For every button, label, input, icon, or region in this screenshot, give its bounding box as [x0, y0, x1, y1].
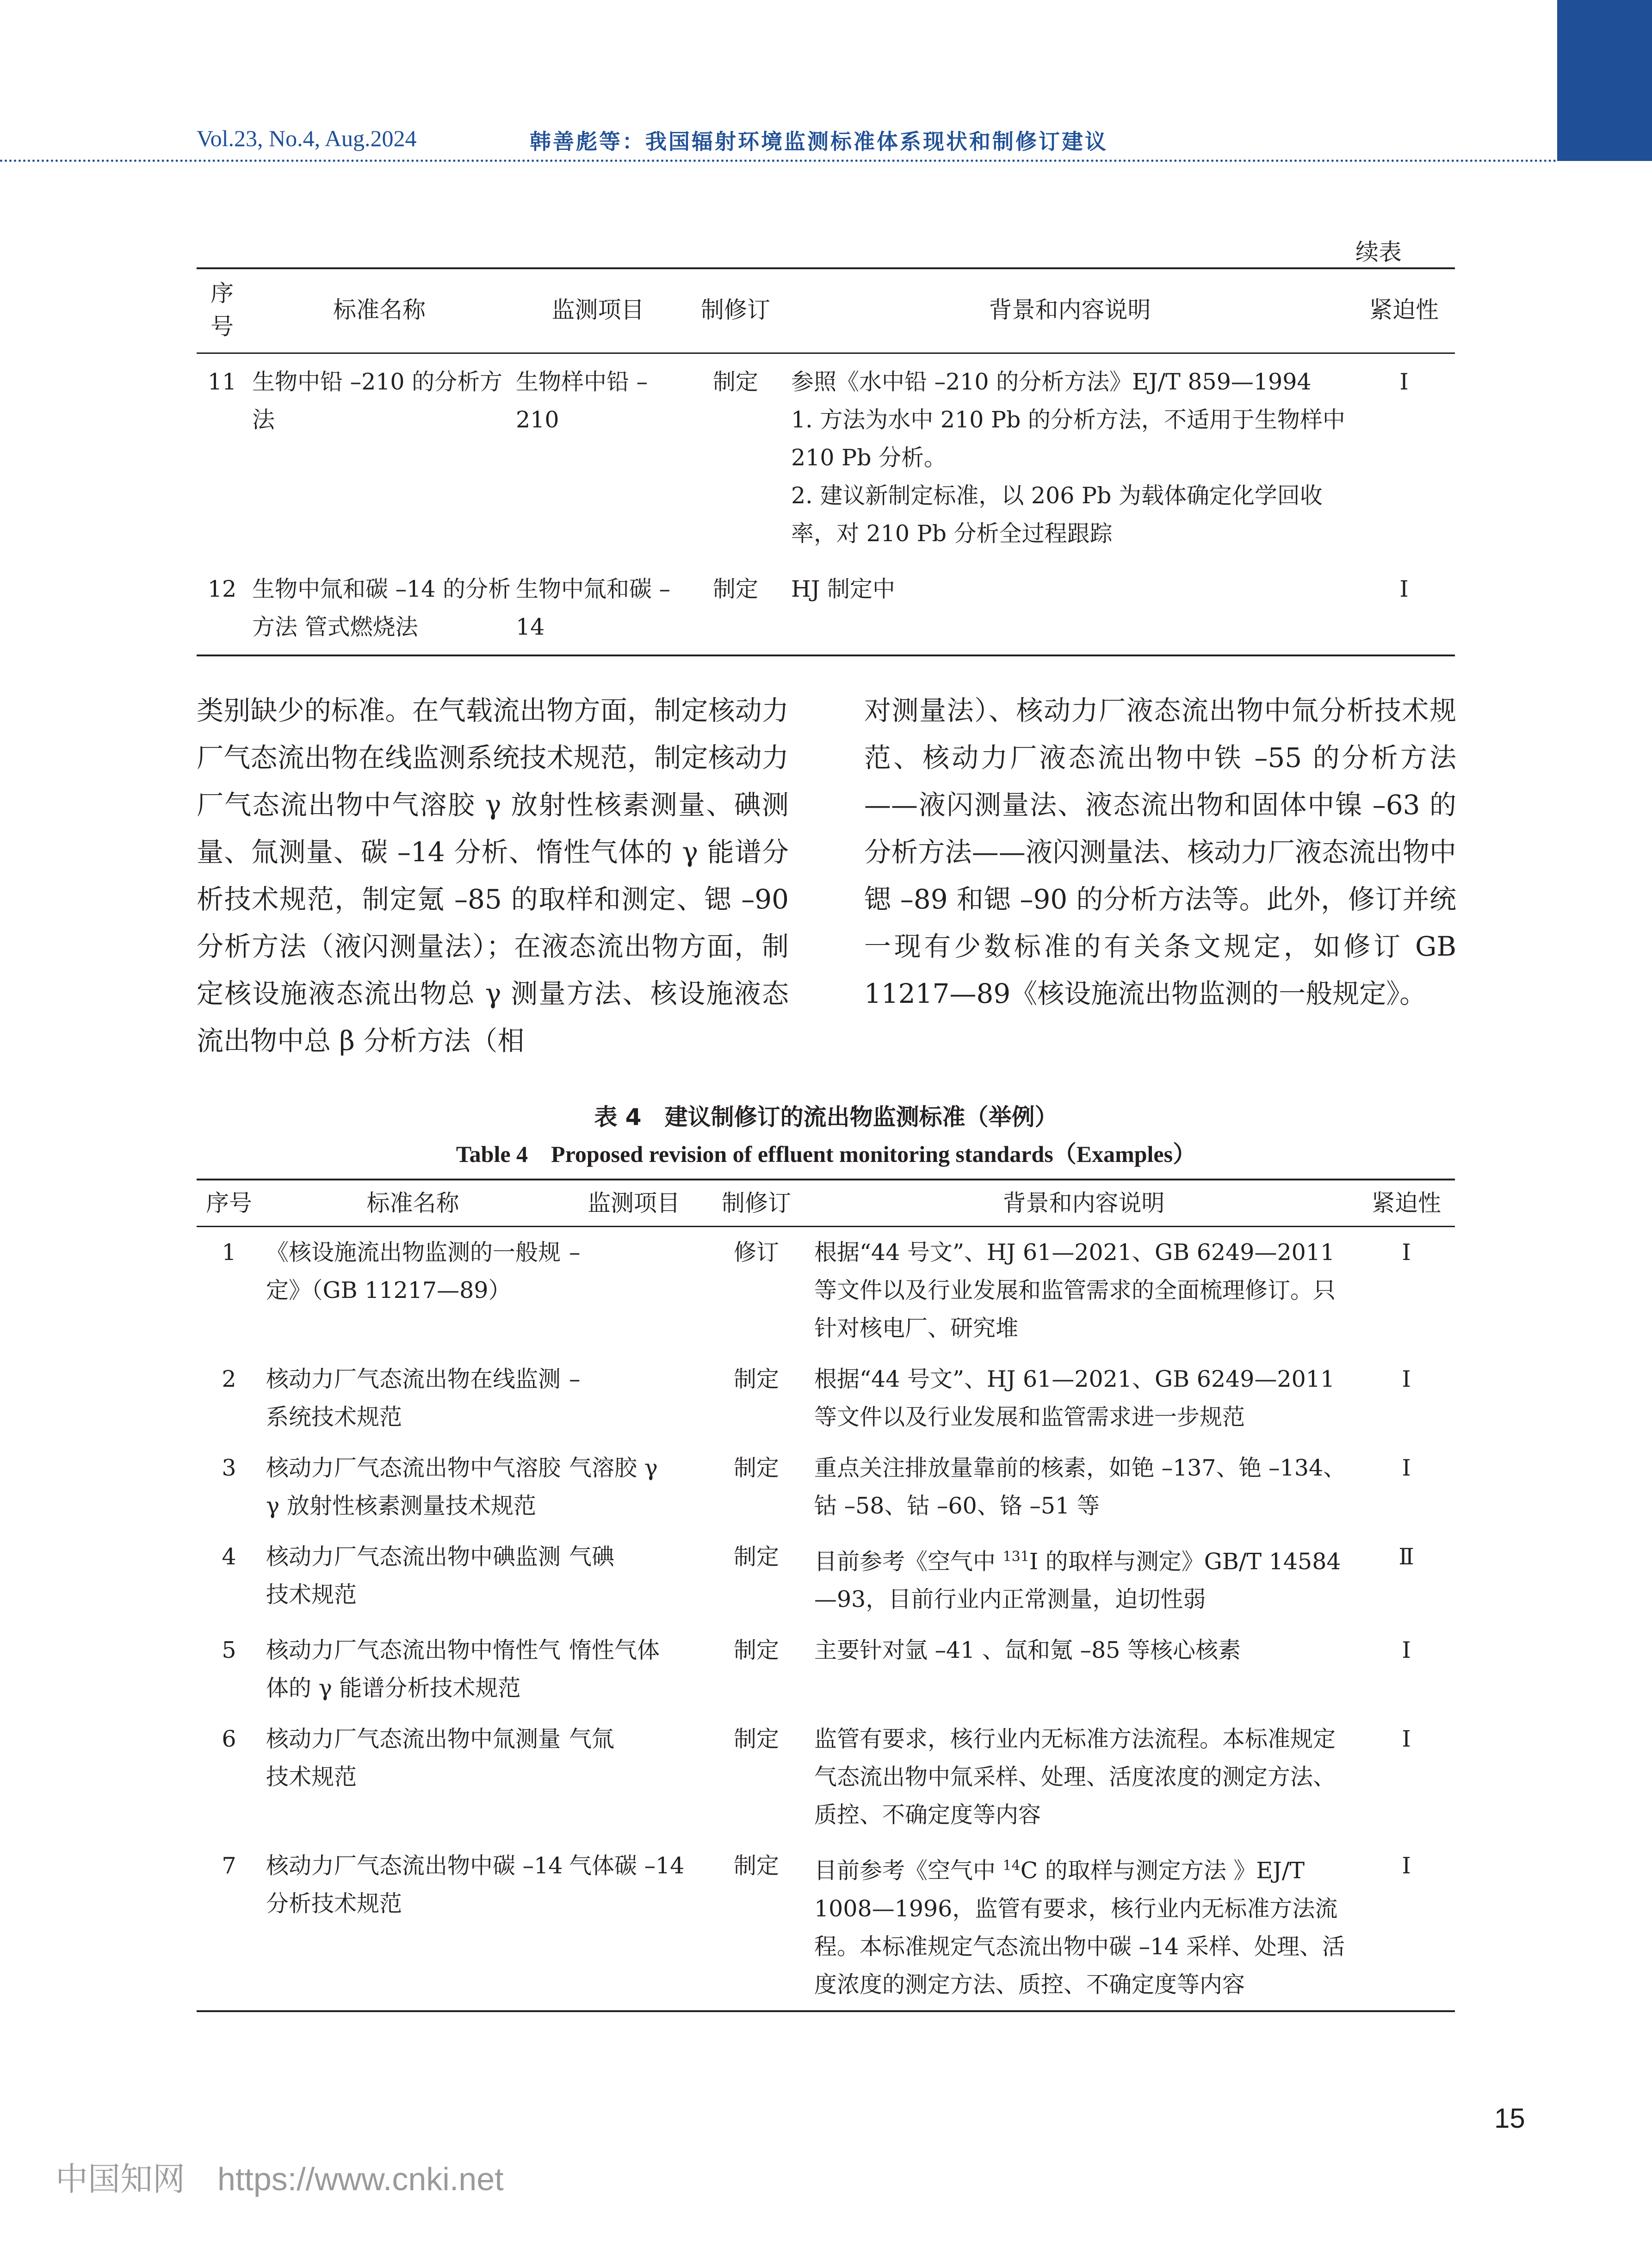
cell-urgency: I [1402, 1853, 1411, 1879]
cell-no: 2 [222, 1366, 236, 1392]
table-row [197, 1532, 1455, 1625]
table-row [197, 1841, 1455, 2011]
col-header-no: 序号 [197, 1180, 261, 1227]
cell-type: 制定 [733, 1366, 779, 1392]
journal-volume: Vol.23, No.4, Aug.2024 [197, 125, 417, 151]
table4-caption-cn: 表 4 建议制修订的流出物监测标准（举例） [594, 1104, 1058, 1130]
table-row [197, 1625, 1455, 1714]
cell-no: 3 [222, 1455, 236, 1481]
cell-no: 12 [207, 576, 237, 602]
page-number: 15 [1494, 2103, 1525, 2134]
cell-no: 4 [222, 1544, 236, 1570]
col-header-item: 监测项目 [564, 1180, 703, 1227]
col-header-type: 制修订 [703, 1180, 810, 1227]
cell-desc: 根据“44 号文”、HJ 61—2021、GB 6249—2011 等文件以及行业发展和监管需求进一步规范 [814, 1366, 1335, 1430]
col-header-urgency: 紧迫性 [1358, 1180, 1455, 1227]
cell-urgency: I [1402, 1239, 1411, 1266]
isotope-mass-number: 131 [1002, 1549, 1029, 1565]
table-row [197, 1227, 1455, 1354]
cell-type: 制定 [733, 1637, 779, 1664]
cell-desc [810, 1532, 1358, 1625]
cell-type: 制定 [733, 1853, 779, 1879]
desc-line: 1. 方法为水中 210 Pb 的分析方法，不适用于生物样中 210 Pb 分析。 [791, 407, 1345, 471]
table-row [197, 1714, 1455, 1841]
cell-desc: 重点关注排放量靠前的核素，如铯 –137、铯 –134、钴 –58、钴 –60、铬 –51 等 [814, 1455, 1346, 1519]
cell-urgency: I [1402, 1455, 1411, 1481]
isotope-mass-number: 14 [1002, 1858, 1021, 1874]
table-header-row [197, 1180, 1455, 1227]
cell-name: 核动力厂气态流出物中碘监测技术规范 [266, 1544, 561, 1608]
watermark-site-name: 中国知网 [56, 2160, 185, 2198]
col-header-urgency: 紧迫性 [1353, 268, 1455, 353]
table-4 [197, 1179, 1455, 2012]
cell-type: 制定 [733, 1455, 779, 1481]
desc-line: 2. 建议新制定标准，以 206 Pb 为载体确定化学回收率，对 210 Pb 分析全过程跟踪 [791, 482, 1323, 547]
table-row [197, 561, 1455, 655]
cell-no: 1 [222, 1239, 236, 1266]
desc-line: HJ 制定中 [791, 576, 895, 602]
cell-type: 制定 [733, 1726, 779, 1753]
col-header-name: 标准名称 [261, 1180, 564, 1227]
col-header-no: 序 号 [197, 268, 247, 353]
cell-urgency: I [1402, 1366, 1411, 1392]
cell-type: 制定 [712, 369, 758, 395]
desc-text: 目前参考《空气中 [814, 1857, 1003, 1884]
cell-name: 核动力厂气态流出物中碳 –14 分析技术规范 [266, 1853, 563, 1917]
cell-item: 气溶胶 γ [569, 1455, 658, 1481]
cell-no: 7 [222, 1853, 236, 1879]
desc-line: 参照《水中铅 –210 的分析方法》EJ/T 859—1994 [791, 369, 1312, 395]
cell-type: 制定 [733, 1544, 779, 1570]
cell-urgency: I [1402, 1637, 1411, 1664]
cell-urgency: I [1399, 576, 1409, 602]
corner-color-block [1557, 0, 1652, 161]
desc-text: I 的取样与测定》GB/T 14584—93，目前行业内正常测量，迫切性弱 [814, 1548, 1341, 1613]
desc-text: 目前参考《空气中 [814, 1548, 1003, 1575]
continued-table [197, 267, 1455, 656]
cell-desc: 根据“44 号文”、HJ 61—2021、GB 6249—2011 等文件以及行业发展和监管需求的全面梳理修订。只针对核电厂、研究堆 [814, 1239, 1336, 1341]
cell-item: 气体碳 –14 [569, 1853, 685, 1879]
cell-name: 核动力厂气态流出物在线监测系统技术规范 [266, 1366, 561, 1430]
cell-no: 6 [222, 1726, 236, 1753]
col-header-name: 标准名称 [247, 268, 511, 353]
running-title: 韩善彪等：我国辐射环境监测标准体系现状和制修订建议 [530, 129, 1108, 154]
cell-name: 生物中氚和碳 –14 的分析方法 管式燃烧法 [252, 576, 511, 640]
cell-item: – [569, 1366, 581, 1392]
col-header-type: 制修订 [685, 268, 786, 353]
cell-type: 修订 [733, 1239, 779, 1266]
cell-desc [786, 353, 1353, 562]
cell-urgency: I [1399, 369, 1409, 395]
cell-name: 生物中铅 –210 的分析方法 [252, 369, 503, 433]
running-head [197, 125, 1455, 153]
body-text-left-column: 类别缺少的标准。在气载流出物方面，制定核动力厂气态流出物在线监测系统技术规范，制定核动力厂气态流出物中气溶胶 γ 放射性核素测量、碘测量、氚测量、碳 –14 分析、惰性气体的 γ 能谱分析技术规范，制定氪 –85 的取样和测定、锶 –90 分析方法（液闪测量法）；在液态流出物方面，制定核设施液态流出物总 γ 测量方法、核设施液态流出物中总 β 分析方法（相 [197, 695, 789, 1056]
cell-item: – [569, 1239, 581, 1266]
cell-item: 气氚 [569, 1726, 615, 1753]
table-continued-label: 续表 [1355, 239, 1402, 266]
cell-item: 惰性气体 [569, 1637, 660, 1664]
cnki-watermark [56, 2153, 504, 2200]
body-text-right-column: 对测量法）、核动力厂液态流出物中氚分析技术规范、核动力厂液态流出物中铁 –55 的分析方法——液闪测量法、液态流出物和固体中镍 –63 的分析方法——液闪测量法、核动力厂液态流出物中锶 –89 和锶 –90 的分析方法等。此外，修订并统一现有少数标准的有关条文规定，如修订 GB 11217—89《核设施流出物监测的一般规定》。 [864, 695, 1456, 1009]
header-dotted-rule [0, 160, 1557, 162]
table-row [197, 1354, 1455, 1443]
watermark-url: https://www.cnki.net [217, 2161, 504, 2197]
cell-urgency: I [1402, 1726, 1411, 1753]
cell-no: 5 [222, 1637, 236, 1664]
cell-name: 核动力厂气态流出物中气溶胶 γ 放射性核素测量技术规范 [266, 1455, 561, 1519]
cell-item: 气碘 [569, 1544, 615, 1570]
col-header-desc: 背景和内容说明 [810, 1180, 1358, 1227]
cell-name: 核动力厂气态流出物中惰性气体的 γ 能谱分析技术规范 [266, 1637, 561, 1702]
col-header-desc: 背景和内容说明 [786, 268, 1353, 353]
cell-no: 11 [207, 369, 237, 395]
cell-desc: 主要针对氩 –41 、氙和氪 –85 等核心核素 [814, 1637, 1241, 1664]
desc-text: C 的取样与测定方法 》EJ/T 1008—1996，监管有要求，核行业内无标准方法流程。本标准规定气态流出物中碳 –14 采样、处理、活度浓度的测定方法、质控、不确定度等内容 [814, 1857, 1345, 1998]
cell-name: 核动力厂气态流出物中氚测量技术规范 [266, 1726, 561, 1791]
table-row [197, 353, 1455, 562]
table-header-row [197, 268, 1455, 353]
cell-desc: 监管有要求，核行业内无标准方法流程。本标准规定气态流出物中氚采样、处理、活度浓度的测定方法、质控、不确定度等内容 [814, 1726, 1336, 1828]
cell-item: 生物样中铅 –210 [516, 369, 648, 433]
col-header-item: 监测项目 [511, 268, 685, 353]
cell-desc [810, 1841, 1358, 2011]
table4-caption-en: Table 4 Proposed revision of effluent monitoring standards（Examples） [456, 1141, 1196, 1167]
table-row [197, 1443, 1455, 1532]
cell-type: 制定 [712, 576, 758, 602]
cell-desc [786, 561, 1353, 655]
cell-item: 生物中氚和碳 –14 [516, 576, 671, 640]
cell-name: 《核设施流出物监测的一般规定》（GB 11217—89） [266, 1239, 561, 1303]
cell-urgency: Ⅱ [1398, 1544, 1414, 1570]
